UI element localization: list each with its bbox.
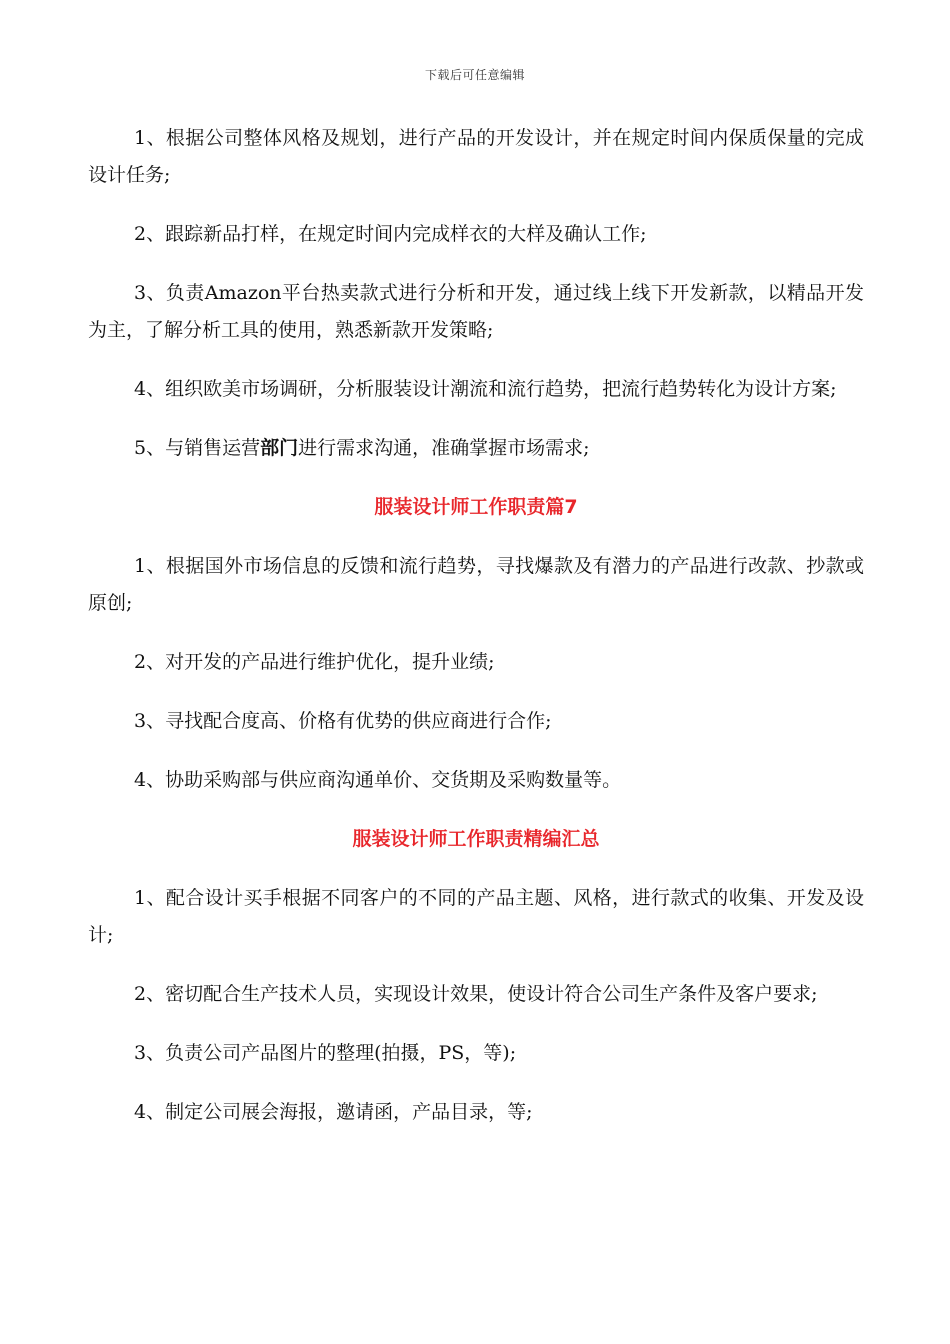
paragraph: 1、根据国外市场信息的反馈和流行趋势，寻找爆款及有潜力的产品进行改款、抄款或原创; — [88, 555, 864, 614]
paragraph: 4、协助采购部与供应商沟通单价、交货期及采购数量等。 — [134, 769, 622, 791]
paragraph — [88, 430, 864, 467]
paragraph: 2、跟踪新品打样，在规定时间内完成样衣的大样及确认工作; — [134, 223, 647, 245]
paragraph-text: 5、与销售运营 — [134, 437, 261, 459]
paragraph: 3、负责Amazon平台热卖款式进行分析和开发，通过线上线下开发新款，以精品开发为主，了解分析工具的使用，熟悉新款开发策略; — [88, 282, 864, 341]
section-heading: 服装设计师工作职责篇7 — [374, 496, 578, 518]
paragraph: 1、配合设计买手根据不同客户的不同的产品主题、风格，进行款式的收集、开发及设计; — [88, 887, 864, 946]
document-body — [88, 120, 864, 1153]
paragraph: 1、根据公司整体风格及规划，进行产品的开发设计，并在规定时间内保质保量的完成设计任务; — [88, 127, 864, 186]
paragraph: 2、密切配合生产技术人员，实现设计效果，使设计符合公司生产条件及客户要求; — [134, 983, 818, 1005]
paragraph: 4、制定公司展会海报，邀请函，产品目录，等; — [134, 1101, 533, 1123]
paragraph: 3、寻找配合度高、价格有优势的供应商进行合作; — [134, 710, 552, 732]
header-note: 下载后可任意编辑 — [424, 68, 525, 82]
paragraph: 2、对开发的产品进行维护优化，提升业绩; — [134, 651, 495, 673]
paragraph: 4、组织欧美市场调研，分析服装设计潮流和流行趋势，把流行趋势转化为设计方案; — [134, 378, 837, 400]
paragraph: 3、负责公司产品图片的整理(拍摄，PS，等); — [134, 1042, 517, 1064]
section-heading: 服装设计师工作职责精编汇总 — [352, 828, 600, 850]
bold-term: 部门 — [260, 437, 299, 459]
paragraph-text: 进行需求沟通，准确掌握市场需求; — [298, 437, 590, 459]
